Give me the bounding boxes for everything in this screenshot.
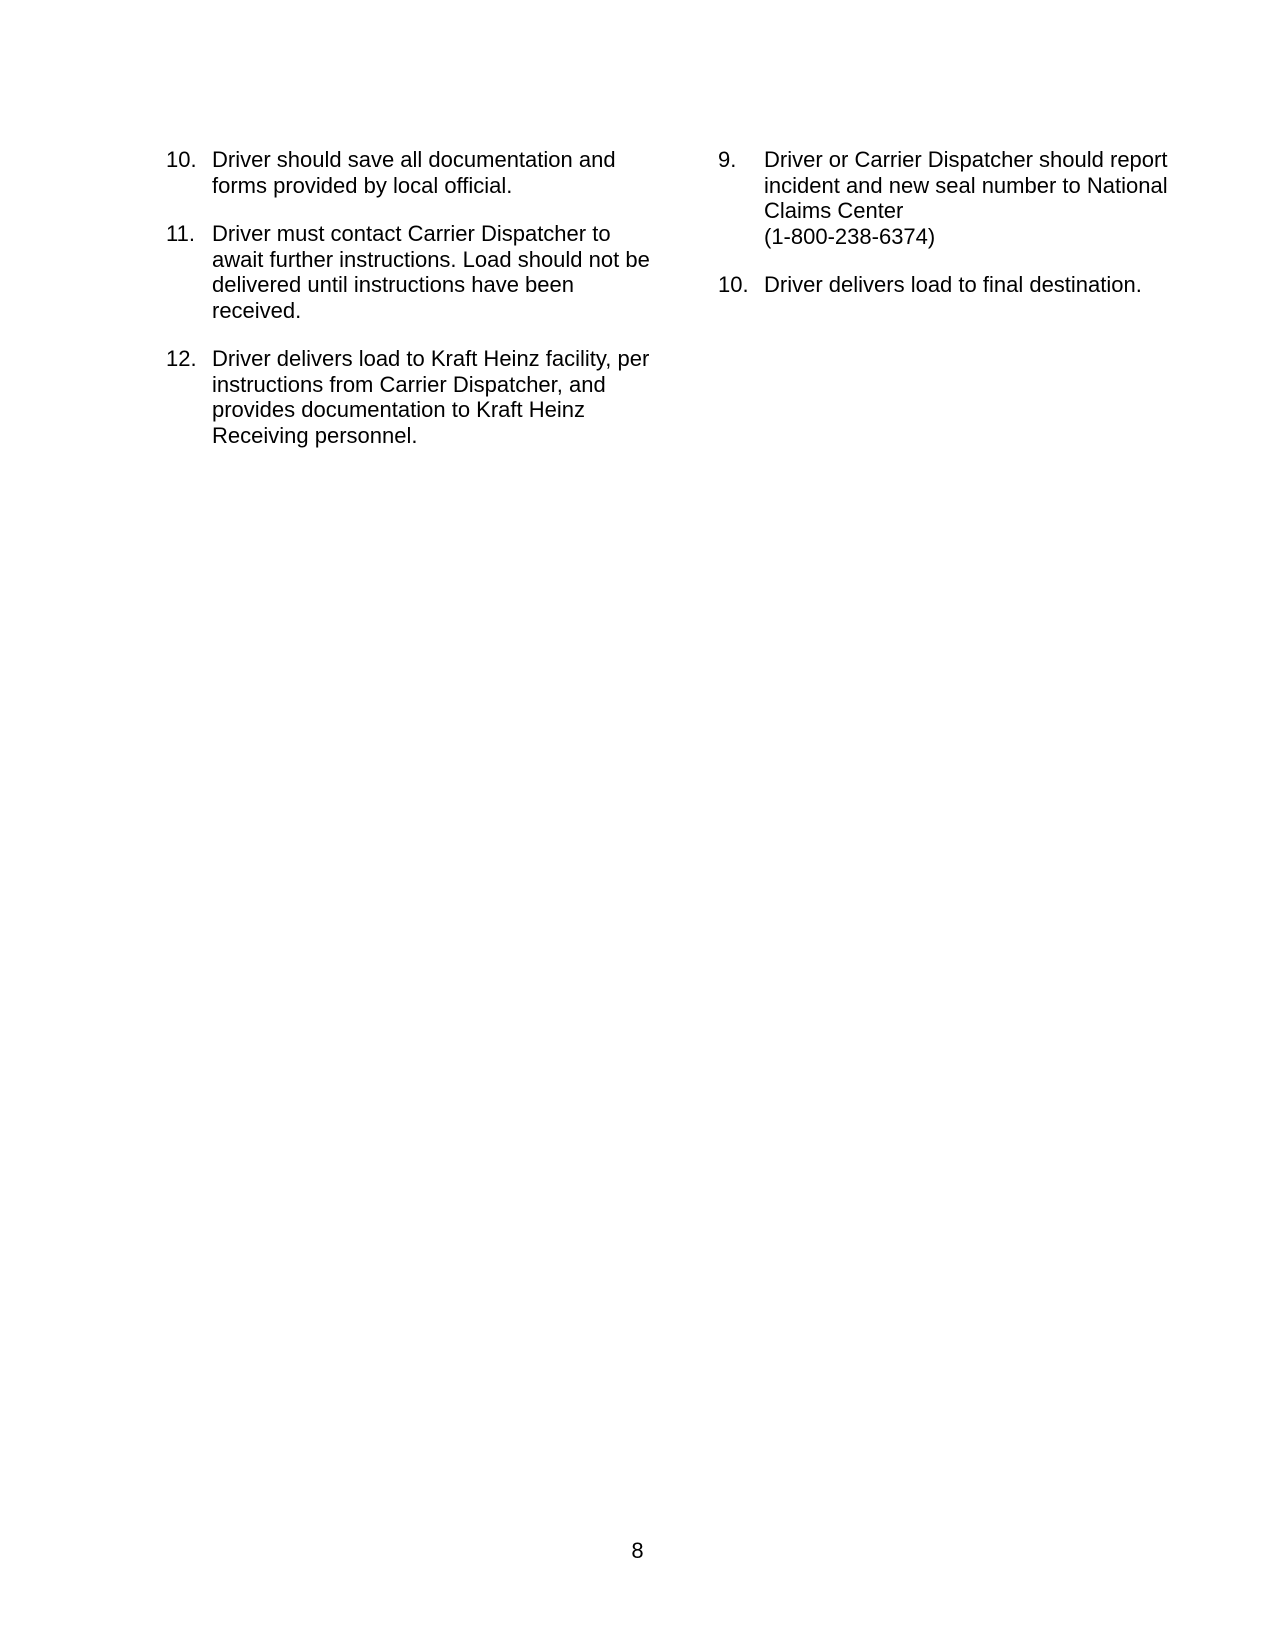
- step-number: 10.: [166, 147, 197, 172]
- step-line: Driver delivers load to final destination.: [764, 272, 1142, 297]
- step-item: [718, 147, 1208, 249]
- step-line: Driver or Carrier Dispatcher should report: [764, 147, 1168, 172]
- step-line: provides documentation to Kraft Heinz: [212, 397, 585, 422]
- step-line: instructions from Carrier Dispatcher, and: [212, 371, 606, 397]
- step-number: 10.: [718, 272, 749, 297]
- step-text: [764, 272, 1208, 298]
- step-text: [212, 346, 676, 448]
- step-line: incident and new seal number to National: [764, 172, 1168, 198]
- step-text: [764, 147, 1208, 249]
- step-item: [166, 346, 676, 448]
- step-line: (1-800-238-6374): [764, 223, 936, 249]
- step-number: 9.: [718, 147, 737, 172]
- step-line: await further instructions. Load should not be: [212, 246, 650, 272]
- step-line: forms provided by local official.: [212, 172, 513, 198]
- step-line: Receiving personnel.: [212, 422, 418, 448]
- right-column-steps: [718, 147, 1208, 321]
- step-number: 12.: [166, 346, 197, 371]
- step-line: Driver must contact Carrier Dispatcher to: [212, 221, 611, 246]
- step-text: [212, 221, 676, 323]
- step-line: Driver should save all documentation and: [212, 147, 616, 172]
- step-number: 11.: [166, 221, 195, 246]
- page-number: 8: [631, 1538, 644, 1563]
- step-line: Driver delivers load to Kraft Heinz facility, per: [212, 346, 650, 371]
- step-line: received.: [212, 297, 302, 323]
- step-item: [718, 272, 1208, 298]
- step-line: delivered until instructions have been: [212, 272, 575, 297]
- step-item: [166, 221, 676, 323]
- left-column-steps: [166, 147, 676, 471]
- step-line: Claims Center: [764, 198, 904, 223]
- step-text: [212, 147, 676, 198]
- step-item: [166, 147, 676, 198]
